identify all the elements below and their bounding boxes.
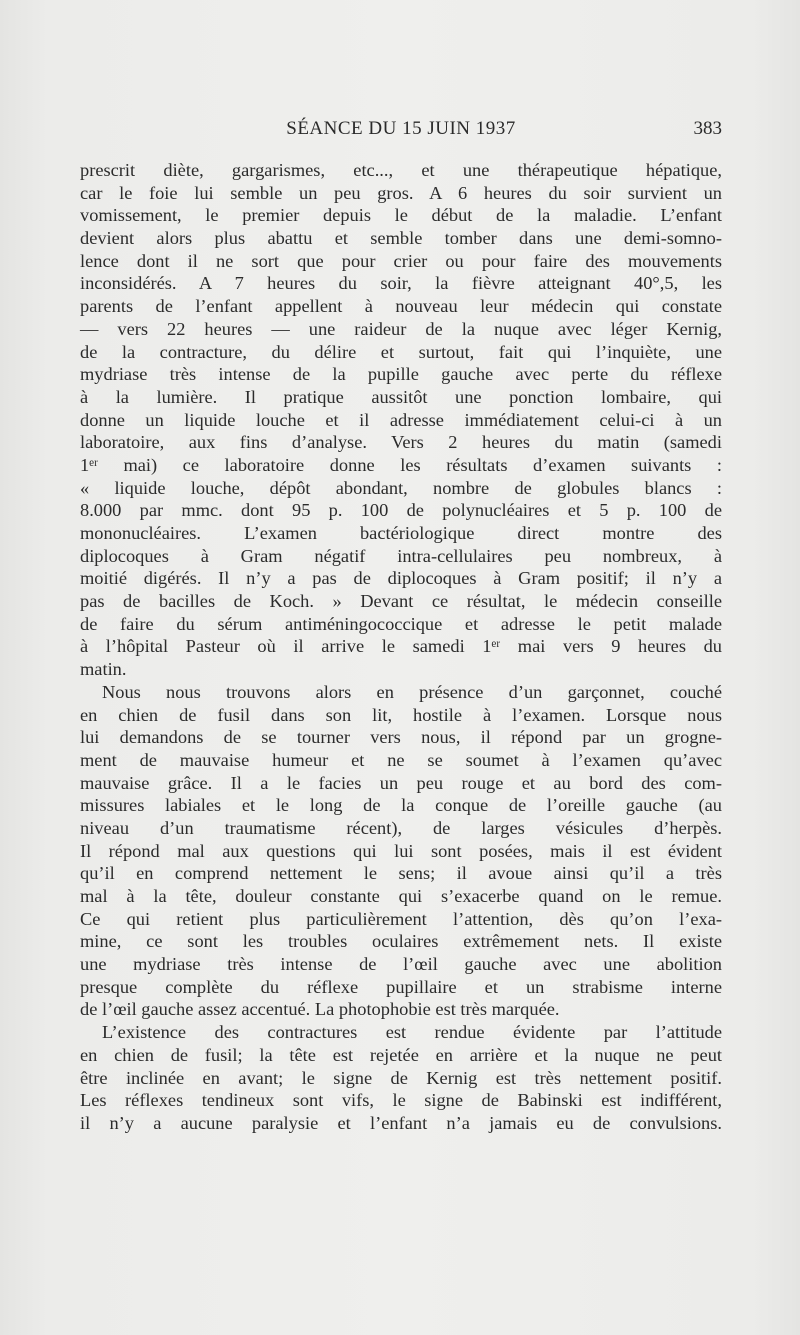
text-line: il n’y a aucune paralysie et l’enfant n’a jamais eu de convulsions. xyxy=(80,1112,722,1133)
text-line: à l’hôpital Pasteur où il arrive le samedi 1ᵉʳ mai vers 9 heures du xyxy=(80,636,722,657)
text-line: 8.000 par mmc. dont 95 p. 100 de polynucléaires et 5 p. 100 de xyxy=(80,500,722,521)
text-line: Il répond mal aux questions qui lui sont posées, mais il est évident xyxy=(80,840,722,861)
text-line: lui demandons de se tourner vers nous, il répond par un grogne- xyxy=(80,727,722,748)
running-head: SÉANCE DU 15 JUIN 1937 xyxy=(286,118,516,139)
text-line: diplocoques à Gram négatif intra-cellulaires peu nombreux, à xyxy=(80,545,722,566)
text-line: Les réflexes tendineux sont vifs, le signe de Babinski est indifférent, xyxy=(80,1090,722,1111)
text-line: mal à la tête, douleur constante qui s’exacerbe quand on le remue. xyxy=(80,886,722,906)
text-line: lence dont il ne sort que pour crier ou pour faire des mouvements xyxy=(80,250,722,271)
text-line: mononucléaires. L’examen bactériologique direct montre des xyxy=(80,523,722,543)
text-line: en chien de fusil dans son lit, hostile à l’examen. Lorsque nous xyxy=(80,704,722,725)
text-line: de la contracture, du délire et surtout, fait qui l’inquiète, une xyxy=(80,341,722,362)
text-line: Nous nous trouvons alors en présence d’un garçonnet, couché xyxy=(102,681,722,702)
text-line: de faire du sérum antiméningococcique et adresse le petit malade xyxy=(80,613,722,634)
body-text xyxy=(80,159,722,1135)
text-line: missures labiales et le long de la conque de l’oreille gauche (au xyxy=(80,795,722,816)
text-line: être inclinée en avant; le signe de Kernig est très nettement positif. xyxy=(80,1067,722,1088)
text-line: pas de bacilles de Koch. » Devant ce résultat, le médecin conseille xyxy=(80,591,722,612)
text-line: donne un liquide louche et il adresse immédiatement celui-ci à un xyxy=(80,409,722,430)
text-line: L’existence des contractures est rendue évidente par l’attitude xyxy=(102,1022,722,1043)
text-line: en chien de fusil; la tête est rejetée en arrière et la nuque ne peut xyxy=(80,1044,722,1065)
text-line: prescrit diète, gargarismes, etc..., et une thérapeutique hépatique, xyxy=(80,160,722,180)
text-line: inconsidérés. A 7 heures du soir, la fièvre atteignant 40°,5, les xyxy=(80,273,722,294)
text-line: de l’œil gauche assez accentué. La photophobie est très marquée. xyxy=(80,999,560,1020)
text-line: à la lumière. Il pratique aussitôt une ponction lombaire, qui xyxy=(80,386,722,407)
text-line: une mydriase très intense de l’œil gauche avec une abolition xyxy=(80,954,722,975)
text-line: presque complète du réflexe pupillaire et un strabisme interne xyxy=(80,976,722,997)
text-line: — vers 22 heures — une raideur de la nuque avec léger Kernig, xyxy=(80,318,722,339)
text-line: 1ᵉʳ mai) ce laboratoire donne les résultats d’examen suivants : xyxy=(80,454,722,475)
page-header xyxy=(80,118,722,148)
text-line: matin. xyxy=(80,659,127,680)
text-line: Ce qui retient plus particulièrement l’attention, dès qu’on l’exa- xyxy=(80,908,722,929)
page-number: 383 xyxy=(693,118,722,139)
text-line: niveau d’un traumatisme récent), de larges vésicules d’herpès. xyxy=(80,817,722,838)
text-line: ment de mauvaise humeur et ne se soumet à l’examen qu’avec xyxy=(80,749,722,770)
text-line: laboratoire, aux fins d’analyse. Vers 2 heures du matin (samedi xyxy=(80,432,722,453)
text-line: car le foie lui semble un peu gros. A 6 heures du soir survient un xyxy=(80,182,722,203)
text-line: moitié digérés. Il n’y a pas de diplocoques à Gram positif; il n’y a xyxy=(80,568,722,589)
text-line: parents de l’enfant appellent à nouveau leur médecin qui constate xyxy=(80,296,722,317)
text-line: mydriase très intense de la pupille gauche avec perte du réflexe xyxy=(80,364,722,385)
text-line: mine, ce sont les troubles oculaires extrêmement nets. Il existe xyxy=(80,931,722,952)
text-line: qu’il en comprend nettement le sens; il avoue ainsi qu’il a très xyxy=(80,863,722,884)
text-line: mauvaise grâce. Il a le facies un peu rouge et au bord des com- xyxy=(80,772,722,793)
text-line: vomissement, le premier depuis le début de la maladie. L’enfant xyxy=(80,205,722,226)
text-line: « liquide louche, dépôt abondant, nombre de globules blancs : xyxy=(80,477,722,498)
text-line: devient alors plus abattu et semble tomber dans une demi-somno- xyxy=(80,228,722,249)
